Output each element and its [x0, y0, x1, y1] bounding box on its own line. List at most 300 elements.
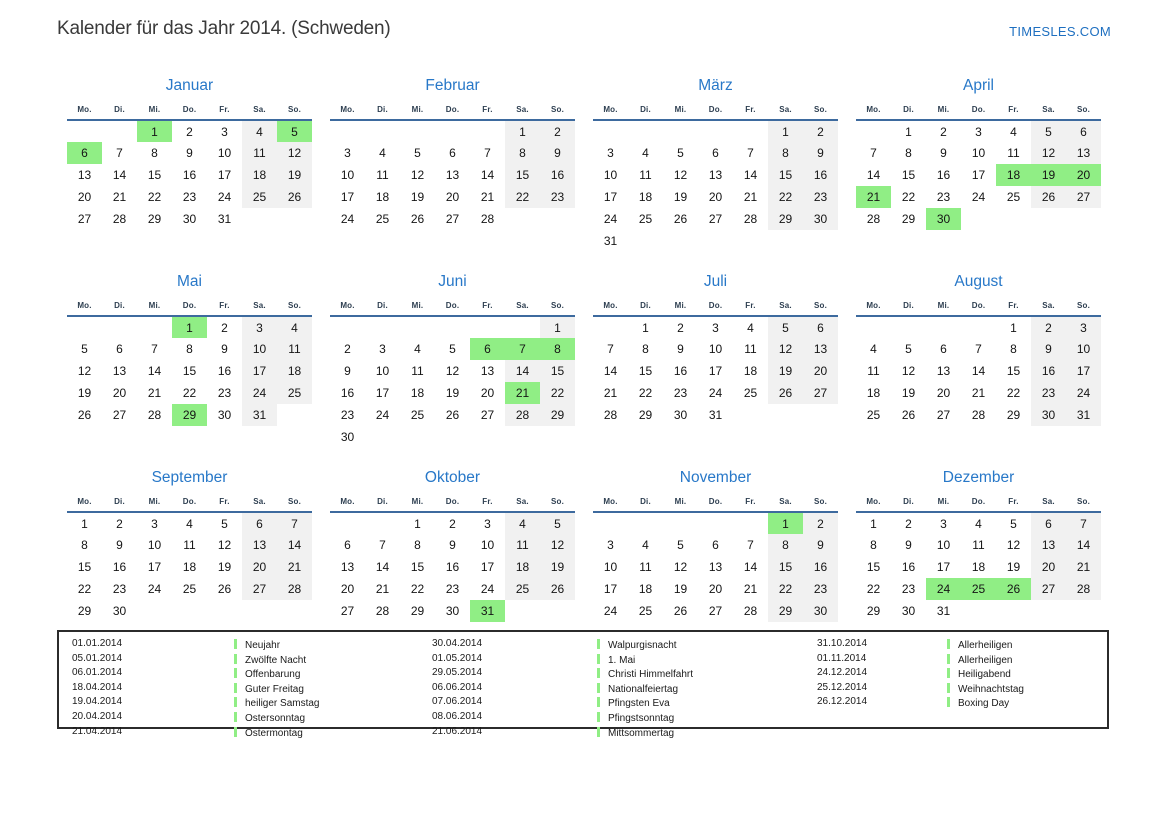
- holiday-name-wrap: [234, 638, 280, 653]
- day-cell: 22: [901, 190, 916, 204]
- day-cell: 29: [768, 600, 803, 622]
- month-table: [856, 99, 1101, 230]
- day-cell: 9: [344, 364, 351, 378]
- day-header: Do.: [708, 300, 723, 310]
- day-cell: 20: [340, 582, 355, 596]
- day-cell: 28: [743, 212, 758, 226]
- day-cell: 20: [480, 386, 495, 400]
- day-cell: 16: [340, 386, 355, 400]
- day-cell: 26: [77, 408, 92, 422]
- month-märz: [593, 75, 838, 271]
- day-cell: 11: [411, 364, 424, 378]
- day-cell: 7: [379, 538, 386, 552]
- day-cell: 4: [277, 316, 312, 338]
- day-cell: 29: [410, 604, 425, 618]
- holiday-name: Pfingstsonntag: [608, 712, 675, 724]
- day-cell: 14: [505, 360, 540, 382]
- day-cell: 22: [638, 386, 653, 400]
- month-title: August: [954, 273, 1003, 290]
- day-cell: 2: [344, 342, 351, 356]
- day-header: So.: [813, 496, 828, 506]
- day-cell: 25: [866, 408, 881, 422]
- day-header: Mo.: [340, 300, 355, 310]
- day-header: Do.: [182, 300, 197, 310]
- empty-cell: [593, 316, 628, 338]
- holiday-name-wrap: [234, 696, 319, 711]
- day-cell: 13: [936, 364, 951, 378]
- day-cell: 19: [277, 164, 312, 186]
- day-cell: 7: [975, 342, 982, 356]
- holiday-name: Nationalfeiertag: [608, 683, 679, 695]
- day-cell: 2: [116, 516, 123, 531]
- day-cell: 3: [607, 146, 614, 160]
- day-cell: 2: [940, 124, 947, 139]
- day-cell: 25: [182, 582, 197, 596]
- day-cell: 7: [870, 146, 877, 160]
- day-cell: 23: [540, 186, 575, 208]
- day-cell: 24: [971, 190, 986, 204]
- day-cell: 6: [67, 142, 102, 164]
- day-header: Do.: [971, 300, 986, 310]
- day-header: Sa.: [1042, 300, 1055, 310]
- empty-cell: [207, 600, 242, 622]
- day-header: So.: [813, 300, 828, 310]
- empty-cell: [242, 208, 277, 230]
- empty-cell: [961, 600, 996, 622]
- empty-cell: [137, 316, 172, 338]
- day-cell: 7: [484, 146, 491, 160]
- day-cell: 23: [340, 408, 355, 422]
- day-cell: 18: [277, 360, 312, 382]
- day-cell: 18: [410, 386, 425, 400]
- day-cell: 12: [445, 364, 460, 378]
- holiday-date: 31.10.2014: [817, 638, 868, 649]
- day-cell: 30: [445, 604, 460, 618]
- day-cell: 19: [901, 386, 916, 400]
- day-cell: 23: [182, 190, 197, 204]
- day-cell: 2: [677, 320, 684, 335]
- day-cell: 13: [708, 168, 723, 182]
- day-cell: 12: [77, 364, 92, 378]
- legend-group: [817, 638, 1107, 711]
- day-header: Sa.: [253, 104, 266, 114]
- empty-cell: [505, 208, 540, 230]
- day-cell: 8: [768, 142, 803, 164]
- day-cell: 31: [708, 408, 723, 422]
- empty-cell: [400, 316, 435, 338]
- empty-cell: [365, 512, 400, 534]
- holiday-name: Allerheiligen: [958, 654, 1013, 666]
- day-cell: 5: [1010, 516, 1017, 531]
- day-header: Mo.: [866, 300, 881, 310]
- day-cell: 28: [277, 578, 312, 600]
- day-cell: 22: [540, 382, 575, 404]
- day-cell: 13: [480, 364, 495, 378]
- legend-row: [432, 638, 817, 653]
- day-cell: 25: [375, 212, 390, 226]
- month-table: [856, 491, 1101, 622]
- day-cell: 19: [768, 360, 803, 382]
- empty-cell: [330, 512, 365, 534]
- day-cell: 12: [673, 560, 688, 574]
- day-cell: 29: [1006, 408, 1021, 422]
- month-juli: [593, 271, 838, 467]
- day-cell: 10: [147, 538, 162, 552]
- day-cell: 18: [182, 560, 197, 574]
- day-cell: 20: [112, 386, 127, 400]
- day-cell: 6: [470, 338, 505, 360]
- day-cell: 9: [540, 142, 575, 164]
- day-cell: 14: [480, 168, 495, 182]
- day-header: Fr.: [1008, 300, 1019, 310]
- day-cell: 15: [182, 364, 197, 378]
- day-cell: 12: [1031, 142, 1066, 164]
- day-cell: 11: [744, 342, 757, 356]
- day-cell: 30: [182, 212, 197, 226]
- day-cell: 13: [112, 364, 127, 378]
- day-cell: 17: [603, 190, 618, 204]
- day-cell: 8: [870, 538, 877, 552]
- holiday-date: 30.04.2014: [432, 638, 483, 649]
- day-cell: 26: [445, 408, 460, 422]
- day-header: Mi.: [411, 104, 424, 114]
- day-cell: 15: [768, 556, 803, 578]
- day-cell: 30: [340, 430, 355, 444]
- day-cell: 6: [712, 146, 719, 160]
- day-cell: 31: [936, 604, 951, 618]
- holiday-name: Offenbarung: [245, 669, 301, 681]
- day-cell: 15: [901, 168, 916, 182]
- day-cell: 17: [242, 360, 277, 382]
- day-cell: 10: [603, 168, 618, 182]
- day-cell: 27: [803, 382, 838, 404]
- empty-cell: [593, 512, 628, 534]
- holiday-name-wrap: [597, 696, 670, 711]
- month-table: [593, 99, 838, 252]
- day-cell: 5: [277, 120, 312, 142]
- holiday-marker-icon: [597, 639, 600, 649]
- day-cell: 28: [1066, 578, 1101, 600]
- day-cell: 28: [866, 212, 881, 226]
- day-cell: 26: [673, 212, 688, 226]
- empty-cell: [961, 316, 996, 338]
- holiday-date: 20.04.2014: [72, 710, 123, 722]
- month-mai: [67, 271, 312, 467]
- empty-cell: [540, 426, 575, 448]
- day-header: Mo.: [77, 496, 92, 506]
- empty-cell: [628, 120, 663, 142]
- empty-cell: [67, 316, 102, 338]
- holiday-name-wrap: [234, 667, 300, 682]
- day-header: Di.: [114, 496, 125, 506]
- day-cell: 13: [708, 560, 723, 574]
- day-cell: 16: [112, 560, 127, 574]
- day-cell: 6: [449, 146, 456, 160]
- day-cell: 29: [768, 208, 803, 230]
- day-cell: 4: [747, 320, 754, 335]
- day-header: Mo.: [340, 104, 355, 114]
- legend-row: [432, 726, 817, 741]
- day-cell: 19: [1006, 560, 1021, 574]
- day-cell: 25: [1006, 190, 1021, 204]
- holiday-name-wrap: [234, 682, 304, 697]
- holiday-name: Weihnachtstag: [958, 683, 1024, 695]
- day-cell: 24: [340, 212, 355, 226]
- empty-cell: [961, 208, 996, 230]
- day-cell: 26: [673, 604, 688, 618]
- day-cell: 24: [147, 582, 162, 596]
- empty-cell: [663, 512, 698, 534]
- empty-cell: [435, 426, 470, 448]
- legend-row: [72, 711, 432, 726]
- day-header: Mo.: [603, 104, 618, 114]
- day-cell: 16: [445, 560, 460, 574]
- day-cell: 27: [112, 408, 127, 422]
- empty-cell: [733, 404, 768, 426]
- day-cell: 23: [1031, 382, 1066, 404]
- day-header: Di.: [903, 300, 914, 310]
- day-cell: 15: [768, 164, 803, 186]
- legend-row: [72, 653, 432, 668]
- months-grid: [67, 75, 1101, 663]
- day-cell: 6: [940, 342, 947, 356]
- legend-row: [817, 653, 1107, 668]
- day-cell: 2: [186, 124, 193, 139]
- day-cell: 14: [971, 364, 986, 378]
- day-cell: 19: [1031, 164, 1066, 186]
- day-header: Mo.: [866, 496, 881, 506]
- holiday-marker-icon: [597, 727, 600, 737]
- day-cell: 14: [147, 364, 162, 378]
- holiday-name-wrap: [947, 682, 1024, 697]
- holiday-name-wrap: [597, 711, 674, 726]
- empty-cell: [768, 230, 803, 252]
- day-cell: 7: [607, 342, 614, 356]
- day-cell: 16: [901, 560, 916, 574]
- day-cell: 19: [445, 386, 460, 400]
- day-cell: 28: [505, 404, 540, 426]
- month-januar: [67, 75, 312, 271]
- empty-cell: [67, 120, 102, 142]
- day-cell: 9: [677, 342, 684, 356]
- day-cell: 30: [803, 208, 838, 230]
- empty-cell: [102, 120, 137, 142]
- day-cell: 1: [81, 516, 88, 531]
- day-cell: 17: [971, 168, 986, 182]
- day-cell: 14: [277, 534, 312, 556]
- day-cell: 12: [901, 364, 916, 378]
- legend-row: [72, 726, 432, 741]
- day-cell: 6: [1031, 512, 1066, 534]
- day-header: Fr.: [219, 496, 230, 506]
- day-cell: 16: [936, 168, 951, 182]
- day-cell: 16: [803, 556, 838, 578]
- month-title: Juli: [703, 273, 728, 290]
- day-cell: 21: [277, 556, 312, 578]
- day-cell: 20: [803, 360, 838, 382]
- day-cell: 5: [905, 342, 912, 356]
- day-cell: 15: [638, 364, 653, 378]
- day-cell: 20: [708, 190, 723, 204]
- holiday-marker-icon: [597, 683, 600, 693]
- day-cell: 23: [901, 582, 916, 596]
- month-title: Dezember: [942, 469, 1015, 486]
- holiday-name-wrap: [947, 667, 1011, 682]
- day-cell: 10: [340, 168, 355, 182]
- empty-cell: [733, 230, 768, 252]
- day-cell: 6: [242, 512, 277, 534]
- day-cell: 26: [1031, 186, 1066, 208]
- day-cell: 22: [147, 190, 162, 204]
- holiday-legend: [57, 630, 1109, 739]
- month-februar: [330, 75, 575, 271]
- day-header: Fr.: [745, 496, 756, 506]
- day-cell: 21: [603, 386, 618, 400]
- day-cell: 1: [642, 320, 649, 335]
- site-link[interactable]: TIMESLES.COM: [1009, 24, 1111, 39]
- day-cell: 18: [743, 364, 758, 378]
- month-title: November: [679, 469, 752, 486]
- day-header: Mo.: [77, 104, 92, 114]
- day-cell: 21: [971, 386, 986, 400]
- day-cell: 22: [505, 186, 540, 208]
- day-cell: 4: [379, 146, 386, 160]
- day-cell: 28: [743, 604, 758, 618]
- day-cell: 26: [996, 578, 1031, 600]
- month-title: Juni: [438, 273, 467, 290]
- day-header: Di.: [903, 104, 914, 114]
- day-cell: 10: [1066, 338, 1101, 360]
- day-cell: 18: [866, 386, 881, 400]
- legend-row: [817, 696, 1107, 711]
- day-header: Mi.: [411, 496, 424, 506]
- day-cell: 8: [81, 538, 88, 552]
- day-header: Di.: [903, 496, 914, 506]
- day-cell: 15: [540, 360, 575, 382]
- day-cell: 27: [77, 212, 92, 226]
- empty-cell: [400, 426, 435, 448]
- day-cell: 12: [768, 338, 803, 360]
- empty-cell: [365, 120, 400, 142]
- month-title: Oktober: [424, 469, 481, 486]
- day-cell: 3: [484, 516, 491, 531]
- holiday-marker-icon: [234, 697, 237, 707]
- holiday-date: 25.12.2014: [817, 681, 868, 693]
- day-cell: 20: [445, 190, 460, 204]
- empty-cell: [698, 230, 733, 252]
- day-cell: 17: [1066, 360, 1101, 382]
- day-cell: 2: [905, 516, 912, 531]
- legend-row: [72, 682, 432, 697]
- day-cell: 18: [638, 582, 653, 596]
- day-header: Do.: [708, 496, 723, 506]
- month-april: [856, 75, 1101, 271]
- day-header: So.: [1076, 496, 1091, 506]
- day-cell: 21: [147, 386, 162, 400]
- empty-cell: [242, 600, 277, 622]
- day-cell: 20: [77, 190, 92, 204]
- month-title: September: [151, 469, 228, 486]
- holiday-name: Walpurgisnacht: [608, 640, 677, 651]
- day-cell: 16: [1031, 360, 1066, 382]
- day-cell: 20: [708, 582, 723, 596]
- day-header: So.: [813, 104, 828, 114]
- day-cell: 16: [182, 168, 197, 182]
- holiday-name: Allerheiligen: [958, 640, 1013, 651]
- day-cell: 11: [639, 560, 652, 574]
- empty-cell: [102, 316, 137, 338]
- legend-row: [817, 682, 1107, 697]
- day-cell: 18: [638, 190, 653, 204]
- day-cell: 23: [112, 582, 127, 596]
- month-table: [593, 491, 838, 622]
- day-cell: 18: [242, 164, 277, 186]
- day-cell: 11: [242, 142, 277, 164]
- day-cell: 10: [971, 146, 986, 160]
- day-cell: 3: [344, 146, 351, 160]
- day-cell: 14: [866, 168, 881, 182]
- day-cell: 19: [217, 560, 232, 574]
- month-title: März: [698, 77, 733, 94]
- empty-cell: [470, 426, 505, 448]
- legend-group: [59, 638, 432, 740]
- day-header: Mi.: [148, 300, 161, 310]
- holiday-marker-icon: [947, 639, 950, 649]
- day-cell: 3: [151, 516, 158, 531]
- day-cell: 29: [901, 212, 916, 226]
- day-header: Fr.: [482, 300, 493, 310]
- day-cell: 9: [803, 142, 838, 164]
- holiday-name: heiliger Samstag: [245, 698, 320, 710]
- empty-cell: [593, 120, 628, 142]
- day-header: So.: [287, 300, 302, 310]
- empty-cell: [733, 120, 768, 142]
- holiday-marker-icon: [597, 712, 600, 722]
- holiday-name: Ostermontag: [245, 727, 303, 739]
- holiday-date: 01.01.2014: [72, 638, 123, 649]
- holiday-name-wrap: [234, 711, 305, 726]
- day-cell: 2: [1031, 316, 1066, 338]
- holiday-name: Christi Himmelfahrt: [608, 669, 694, 681]
- empty-cell: [628, 230, 663, 252]
- holiday-marker-icon: [947, 683, 950, 693]
- empty-cell: [505, 426, 540, 448]
- day-header: Di.: [640, 496, 651, 506]
- empty-cell: [330, 120, 365, 142]
- day-cell: 15: [1006, 364, 1021, 378]
- day-header: Mi.: [411, 300, 424, 310]
- day-cell: 19: [410, 190, 425, 204]
- day-cell: 12: [673, 168, 688, 182]
- day-cell: 8: [414, 538, 421, 552]
- day-header: Mi.: [937, 496, 950, 506]
- day-cell: 19: [77, 386, 92, 400]
- day-cell: 14: [603, 364, 618, 378]
- day-cell: 31: [1066, 404, 1101, 426]
- day-cell: 5: [677, 538, 684, 552]
- day-cell: 24: [603, 604, 618, 618]
- legend-row: [432, 653, 817, 668]
- day-cell: 21: [743, 190, 758, 204]
- holiday-date: 18.04.2014: [72, 681, 123, 693]
- day-cell: 5: [414, 146, 421, 160]
- holiday-marker-icon: [597, 668, 600, 678]
- holiday-marker-icon: [234, 654, 237, 664]
- day-cell: 9: [940, 146, 947, 160]
- empty-cell: [663, 120, 698, 142]
- day-cell: 4: [975, 516, 982, 531]
- day-cell: 5: [540, 512, 575, 534]
